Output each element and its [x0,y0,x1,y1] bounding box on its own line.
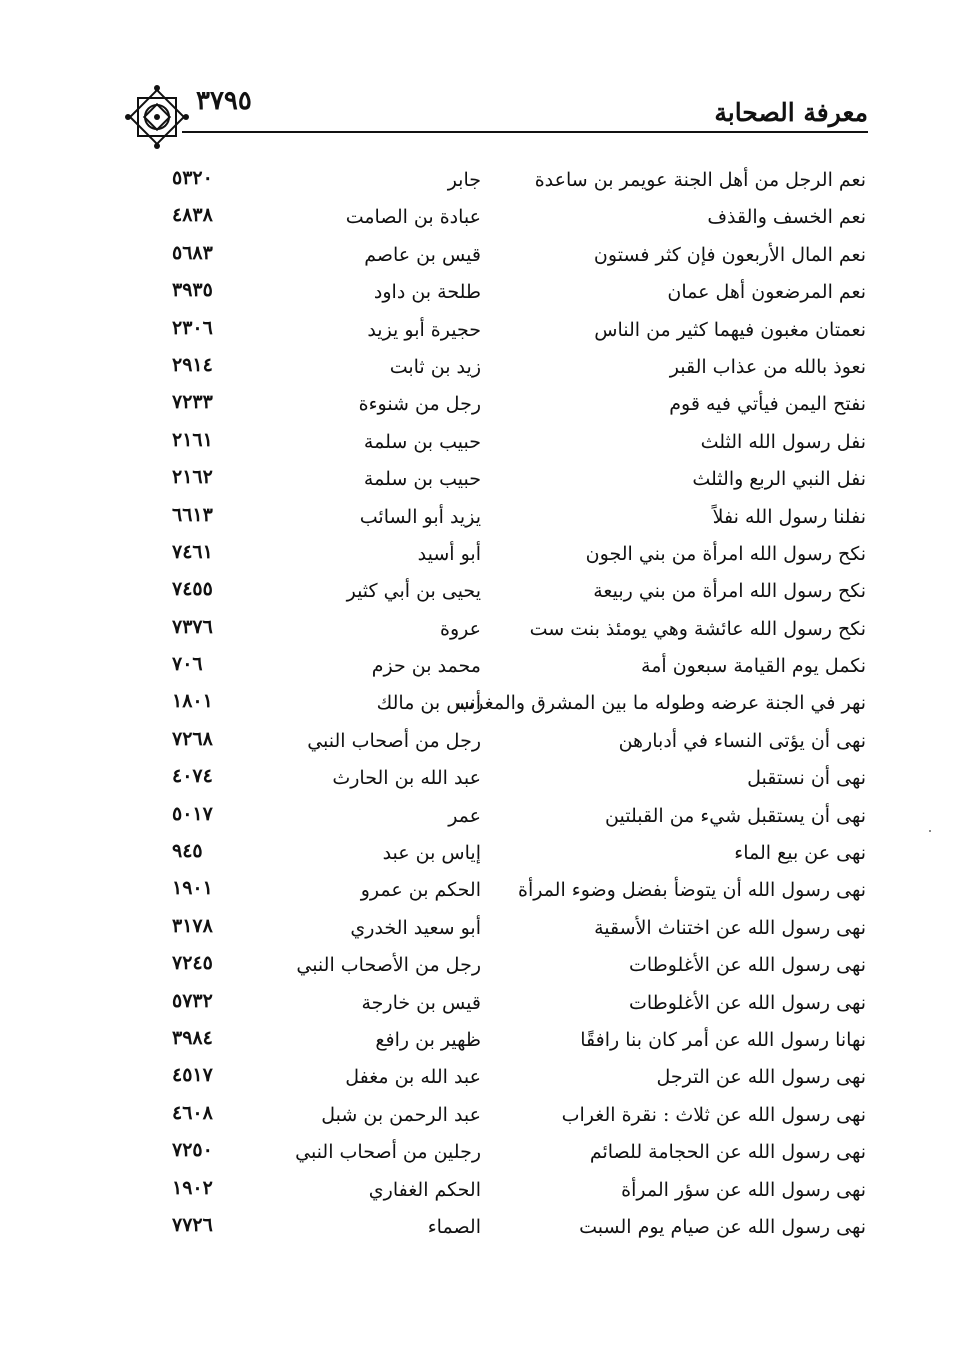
reference-number: ٧٢٤٥ [172,952,213,975]
hadith-text: نهى رسول الله أن يتوضأ بفضل وضوء المرأة [517,879,866,902]
narrator-name: إياس بن عبد [382,842,481,865]
hadith-text: نعم الرجل من أهل الجنة عويمر بن ساعدة [534,169,866,191]
narrator-name: عبد الله بن مغفل [345,1066,481,1089]
reference-number: ٧٠٦ [172,653,203,676]
narrator-name: رجل من الأصحاب النبي [296,954,481,977]
reference-number: ٦٦١٣ [172,503,213,526]
narrator-name: رجل من شنوءة [358,393,481,416]
narrator-name: حجيرة أبو يزيد [367,318,481,341]
reference-number: ٧٢٦٨ [172,727,213,750]
reference-number: ٥٠١٧ [172,802,213,825]
hadith-text: نكح رسول الله عائشة وهي يومئذ بنت ست [529,617,866,640]
index-row [0,388,961,425]
reference-number: ٩٤٥ [172,840,203,863]
header-divider [182,131,868,133]
reference-number: ٤٨٣٨ [172,204,213,227]
index-row [0,1136,961,1173]
index-row [0,762,961,799]
reference-number: ٧٢٥٠ [172,1139,213,1162]
index-row [0,987,961,1024]
hadith-text: نهى عن بيع الماء [734,842,866,865]
hadith-text: نهى رسول الله عن ثلاث : نقرة الغراب [561,1103,866,1126]
reference-number: ٤٠٧٤ [172,765,213,788]
ornament-icon [124,84,190,150]
hadith-index-table [0,164,961,1248]
reference-number: ٧٤٦١ [172,540,213,563]
index-row [0,687,961,724]
index-row [0,314,961,351]
index-row [0,164,961,201]
hadith-text: نهى رسول الله عن اختناث الأسقية [594,916,866,939]
narrator-name: ظهير بن رافع [375,1028,481,1051]
reference-number: ٥٧٣٢ [172,989,213,1012]
reference-number: ٧٤٥٥ [172,578,213,601]
narrator-name: زيد بن ثابت [389,355,481,378]
hadith-text: نفلنا رسول الله نفلاً [712,505,866,528]
narrator-name: محمد بن حزم [371,655,481,678]
reference-number: ٣٩٨٤ [172,1026,213,1049]
index-row [0,426,961,463]
narrator-name: قيس بن عاصم [364,243,481,266]
narrator-name: أبو أسيد [417,542,481,565]
index-row [0,239,961,276]
reference-number: ٢٣٠٦ [172,316,213,339]
index-row [0,463,961,500]
index-row [0,912,961,949]
hadith-text: نهى رسول الله عن الأغلوطات [628,954,866,977]
narrator-name: يحيى بن أبي كثير [346,580,481,603]
narrator-name: جابر [447,169,481,191]
scan-mark [929,830,931,832]
page-number: ٣٧٩٥ [196,86,252,116]
reference-number: ١٩٠٢ [172,1176,213,1199]
index-row [0,201,961,238]
index-row [0,1061,961,1098]
hadith-text: نعم المرضعون أهل عمان [667,281,866,304]
page-header [120,84,868,164]
index-row [0,874,961,911]
hadith-text: نهى أن يستقبل شيء من القبلتين [605,804,866,827]
hadith-text: نهى رسول الله عن الأغلوطات [628,991,866,1014]
index-row [0,351,961,388]
reference-number: ٤٥١٧ [172,1064,213,1087]
narrator-name: يزيد أبو السائب [359,505,481,528]
reference-number: ١٩٠١ [172,877,213,900]
hadith-text: نفتح اليمن فيأتي فيه قوم [669,393,866,416]
hadith-text: نكمل يوم القيامة سبعون أمة [641,655,866,678]
page-title: معرفة الصحابة [714,98,868,127]
reference-number: ٣١٧٨ [172,914,213,937]
narrator-name: عروة [440,617,481,640]
narrator-name: الحكم بن عمرو [360,879,481,902]
reference-number: ٢١٦٢ [172,466,213,489]
hadith-text: نعم الخسف والقذف [707,206,866,229]
hadith-text: نهر في الجنة عرضه وطوله ما بين المشرق والمغرب [456,692,866,715]
hadith-text: نفل النبي الربع والثلث [692,468,866,491]
narrator-name: طلحة بن داود [373,281,481,304]
narrator-name: رجل من أصحاب النبي [307,729,481,752]
narrator-name: أنس بن مالك [376,692,481,715]
narrator-name: الصماء [427,1215,481,1238]
hadith-text: نفل رسول الله الثلث [700,430,866,453]
reference-number: ٧٣٧٦ [172,615,213,638]
reference-number: ٣٩٣٥ [172,279,213,302]
index-row [0,501,961,538]
index-row [0,1024,961,1061]
hadith-text: نعمتان مغبون فيهما كثير من الناس [594,318,866,341]
narrator-name: عبادة بن الصامت [345,206,481,229]
narrator-name: حبيب بن سلمة [363,430,481,453]
index-row [0,837,961,874]
hadith-text: نهانا رسول الله عن أمر كان بنا رافقًا [580,1028,866,1051]
narrator-name: رجلين من أصحاب النبي [295,1141,481,1164]
narrator-name: قيس بن خارجة [361,991,481,1014]
index-row [0,1174,961,1211]
index-row [0,613,961,650]
index-row [0,1099,961,1136]
narrator-name: عبد الله بن الحارث [332,767,481,790]
reference-number: ٢٩١٤ [172,353,213,376]
narrator-name: عمر [448,804,481,827]
hadith-text: نهى أن نستقبل [747,767,866,790]
index-row [0,949,961,986]
reference-number: ٥٣٢٠ [172,167,213,189]
reference-number: ١٨٠١ [172,690,213,713]
index-row [0,538,961,575]
hadith-text: نهى رسول الله عن الترجل [656,1066,866,1089]
reference-number: ٤٦٠٨ [172,1101,213,1124]
hadith-text: نهى رسول الله عن الحجامة للصائم [589,1141,866,1164]
index-row [0,575,961,612]
narrator-name: حبيب بن سلمة [363,468,481,491]
reference-number: ٧٢٣٣ [172,391,213,414]
narrator-name: الحكم الغفاري [368,1178,481,1201]
index-row [0,650,961,687]
hadith-text: نعوذ بالله من عذاب القبر [669,355,866,378]
index-row [0,800,961,837]
hadith-text: نهى أن يؤتى النساء في أدبارهن [618,729,866,752]
hadith-text: نهى رسول الله عن سؤر المرأة [621,1178,866,1201]
index-row [0,276,961,313]
reference-number: ٢١٦١ [172,428,213,451]
index-row [0,1211,961,1248]
index-row [0,725,961,762]
hadith-text: نهى رسول الله عن صيام يوم السبت [579,1215,866,1238]
hadith-text: نكح رسول الله امرأة من بني الجون [585,542,866,565]
narrator-name: عبد الرحمن بن شبل [321,1103,481,1126]
reference-number: ٧٧٢٦ [172,1213,213,1236]
hadith-text: نكح رسول الله امرأة من بني ربيعة [593,580,866,603]
narrator-name: أبو سعيد الخدري [350,916,481,939]
reference-number: ٥٦٨٣ [172,241,213,264]
hadith-text: نعم المال الأربعون فإن كثر فستون [593,243,866,266]
